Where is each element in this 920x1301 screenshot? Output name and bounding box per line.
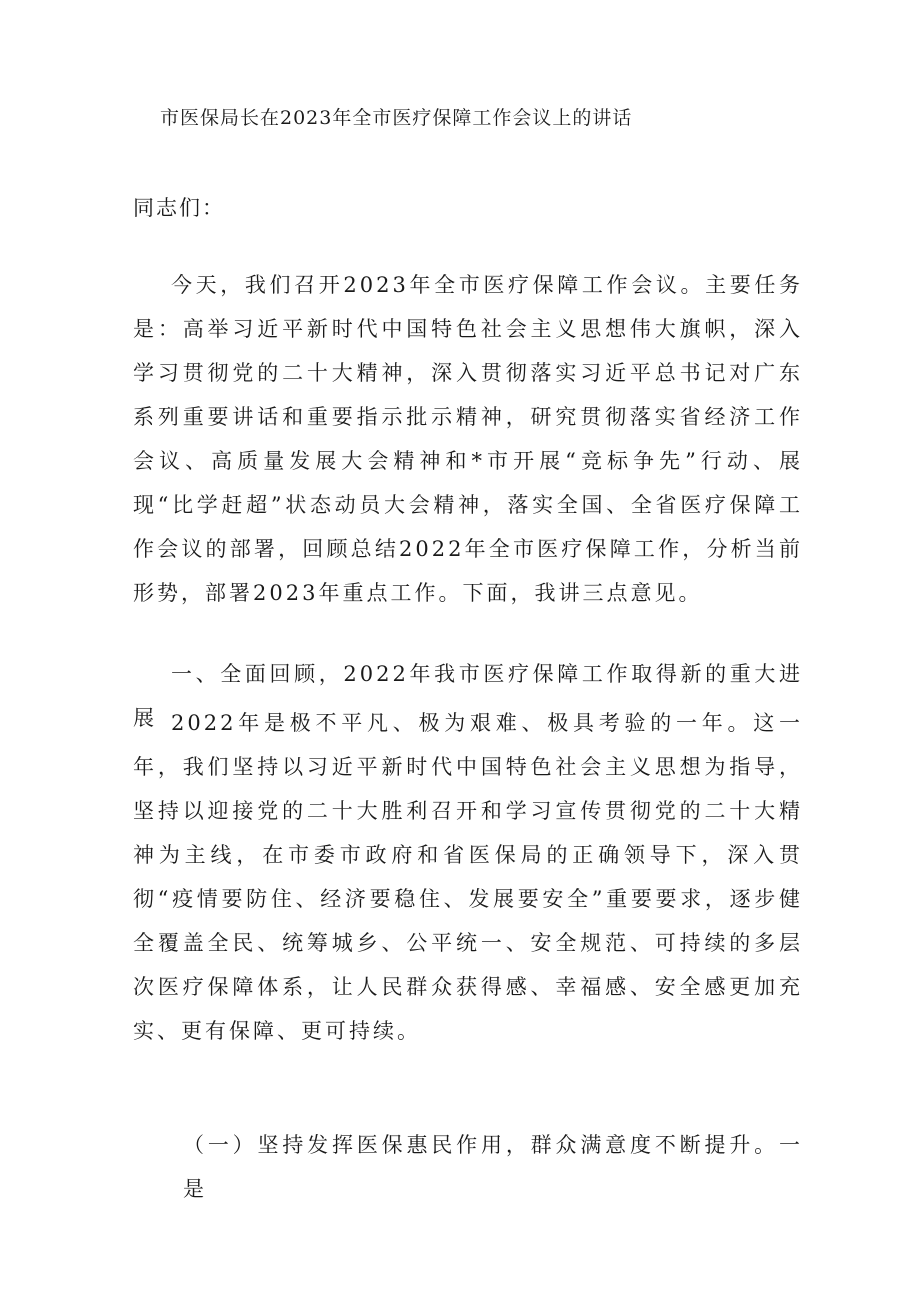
document-title: 市医保局长在2023年全市医疗保障工作会议上的讲话 bbox=[160, 107, 633, 129]
salutation: 同志们： bbox=[133, 196, 225, 220]
review-paragraph: 2022年是极不平凡、极为艰难、极具考验的一年。这一年，我们坚持以习近平新时代中国特色社会主义思想为指导，坚持以迎接党的二十大胜利召开和学习宣传贯彻党的二十大精神为主线，在市委市政府和省医保局的正确领导下，深入贯彻“疫情要防住、经济要稳住、发展要安全”重要要求，逐步健全覆盖全民、统筹城乡、公平统一、安全规范、可持续的多层次医疗保障体系，让人民群众获得感、幸福感、安全感更加充实、更有保障、更可持续。 bbox=[133, 711, 803, 1043]
subsection-heading-1: （一）坚持发挥医保惠民作用，群众满意度不断提升。一是 bbox=[183, 1133, 803, 1201]
section-heading-1: 一、全面回顾，2022年我市医疗保障工作取得新的重大进展 bbox=[133, 662, 803, 730]
intro-paragraph: 今天，我们召开2023年全市医疗保障工作会议。主要任务是：高举习近平新时代中国特色社会主义思想伟大旗帜，深入学习贯彻党的二十大精神，深入贯彻落实习近平总书记对广东系列重要讲话和重要指示批示精神，研究贯彻落实省经济工作会议、高质量发展大会精神和*市开展“竞标争先”行动、展现“比学赶超”状态动员大会精神，落实全国、全省医疗保障工作会议的部署，回顾总结2022年全市医疗保障工作，分析当前形势，部署2023年重点工作。下面，我讲三点意见。 bbox=[133, 273, 803, 605]
